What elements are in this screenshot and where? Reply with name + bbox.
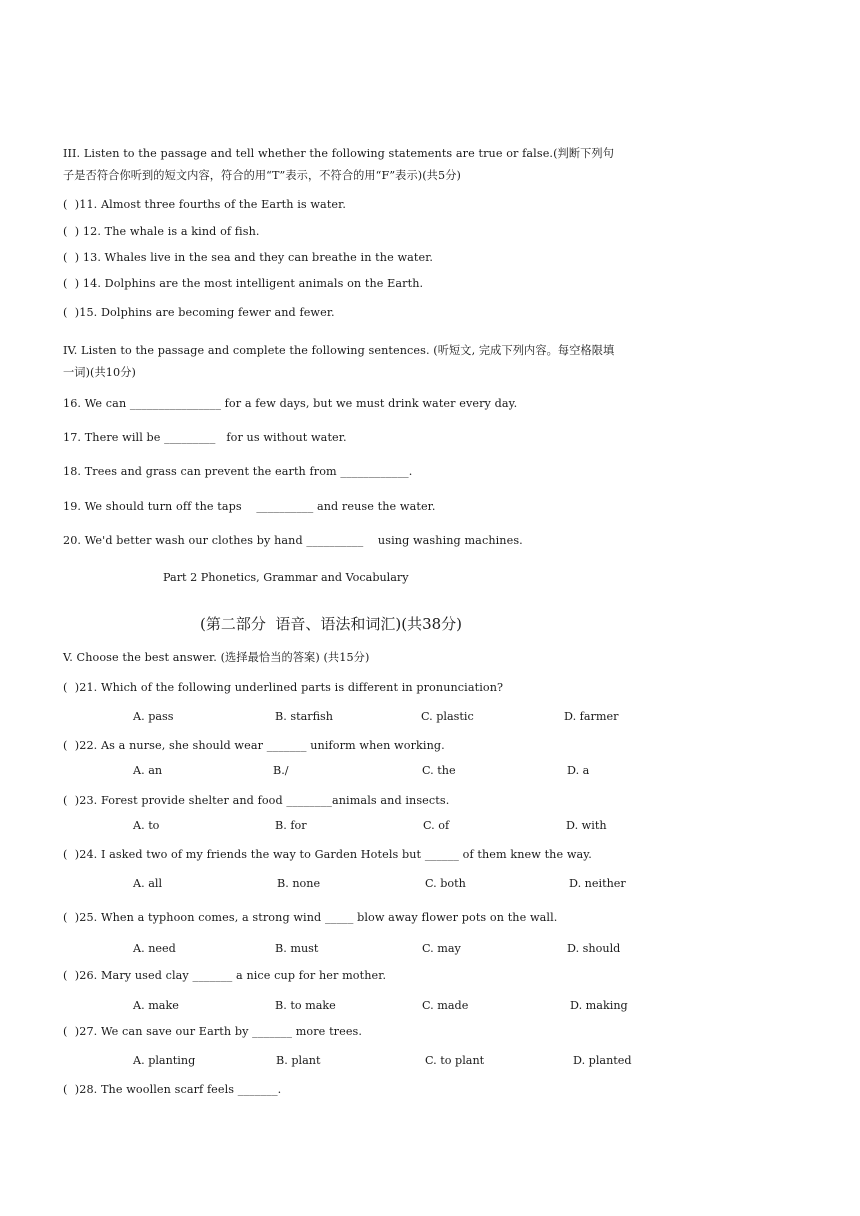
q22-option-d: D. a bbox=[567, 764, 590, 777]
q26-option-b: B. to make bbox=[275, 999, 336, 1012]
question-21: ( )21. Which of the following underlined parts is different in pronunciation? bbox=[63, 681, 504, 694]
section-3-title: III. Listen to the passage and tell whether the following statements are true or false.(判断下列句 bbox=[63, 147, 614, 160]
q24-option-d: D. neither bbox=[569, 877, 626, 890]
q23-option-c: C. of bbox=[423, 819, 450, 832]
question-22: ( )22. As a nurse, she should wear _______ uniform when working. bbox=[63, 739, 445, 752]
q21-option-b: B. starfish bbox=[275, 710, 333, 723]
q26-option-c: C. made bbox=[422, 999, 469, 1012]
q23-option-a: A. to bbox=[133, 819, 160, 832]
section-4-title: IV. Listen to the passage and complete the following sentences. (听短文, 完成下列内容。每空格限填 bbox=[63, 344, 615, 357]
q24-option-c: C. both bbox=[425, 877, 466, 890]
q25-option-b: B. must bbox=[275, 942, 319, 955]
q27-option-d: D. planted bbox=[573, 1054, 632, 1067]
section-4-title-cont: 一词)(共10分) bbox=[63, 366, 136, 379]
q23-option-d: D. with bbox=[566, 819, 607, 832]
q21-option-d: D. farmer bbox=[564, 710, 619, 723]
question-12: ( ) 12. The whale is a kind of fish. bbox=[63, 225, 260, 238]
question-17: 17. There will be _________ for us without water. bbox=[63, 431, 347, 444]
q25-option-a: A. need bbox=[133, 942, 176, 955]
question-18: 18. Trees and grass can prevent the earth from ____________. bbox=[63, 465, 413, 478]
q27-option-a: A. planting bbox=[133, 1054, 196, 1067]
question-26: ( )26. Mary used clay _______ a nice cup for her mother. bbox=[63, 969, 387, 982]
q26-option-d: D. making bbox=[570, 999, 628, 1012]
question-19: 19. We should turn off the taps __________ and reuse the water. bbox=[63, 500, 436, 513]
q24-option-b: B. none bbox=[277, 877, 321, 890]
q22-option-a: A. an bbox=[133, 764, 163, 777]
part-2-title-cn: (第二部分 语音、语法和词汇)(共38分) bbox=[200, 615, 463, 633]
question-25: ( )25. When a typhoon comes, a strong wind _____ blow away flower pots on the wall. bbox=[63, 911, 558, 924]
q25-option-d: D. should bbox=[567, 942, 621, 955]
q22-option-c: C. the bbox=[422, 764, 456, 777]
question-13: ( ) 13. Whales live in the sea and they can breathe in the water. bbox=[63, 251, 434, 264]
part-2-title-en: Part 2 Phonetics, Grammar and Vocabulary bbox=[163, 571, 409, 584]
section-5-title: V. Choose the best answer. (选择最恰当的答案) (共15分) bbox=[63, 651, 370, 664]
q26-option-a: A. make bbox=[133, 999, 179, 1012]
q21-option-a: A. pass bbox=[133, 710, 174, 723]
question-16: 16. We can ________________ for a few days, but we must drink water every day. bbox=[63, 397, 518, 410]
question-24: ( )24. I asked two of my friends the way to Garden Hotels but ______ of them knew the way. bbox=[63, 848, 592, 861]
question-15: ( )15. Dolphins are becoming fewer and fewer. bbox=[63, 306, 335, 319]
q23-option-b: B. for bbox=[275, 819, 307, 832]
q24-option-a: A. all bbox=[133, 877, 163, 890]
question-23: ( )23. Forest provide shelter and food ________animals and insects. bbox=[63, 794, 450, 807]
q22-option-b: B./ bbox=[273, 764, 289, 777]
question-27: ( )27. We can save our Earth by _______ more trees. bbox=[63, 1025, 363, 1038]
q27-option-b: B. plant bbox=[276, 1054, 321, 1067]
q27-option-c: C. to plant bbox=[425, 1054, 485, 1067]
q25-option-c: C. may bbox=[422, 942, 461, 955]
question-20: 20. We'd better wash our clothes by hand __________ using washing machines. bbox=[63, 534, 523, 547]
question-11: ( )11. Almost three fourths of the Earth is water. bbox=[63, 198, 347, 211]
section-3-title-cont: 子是否符合你听到的短文内容，符合的用“T”表示，不符合的用“F”表示)(共5分) bbox=[63, 169, 461, 182]
q21-option-c: C. plastic bbox=[421, 710, 474, 723]
question-28: ( )28. The woollen scarf feels _______. bbox=[63, 1083, 282, 1096]
question-14: ( ) 14. Dolphins are the most intelligent animals on the Earth. bbox=[63, 277, 424, 290]
